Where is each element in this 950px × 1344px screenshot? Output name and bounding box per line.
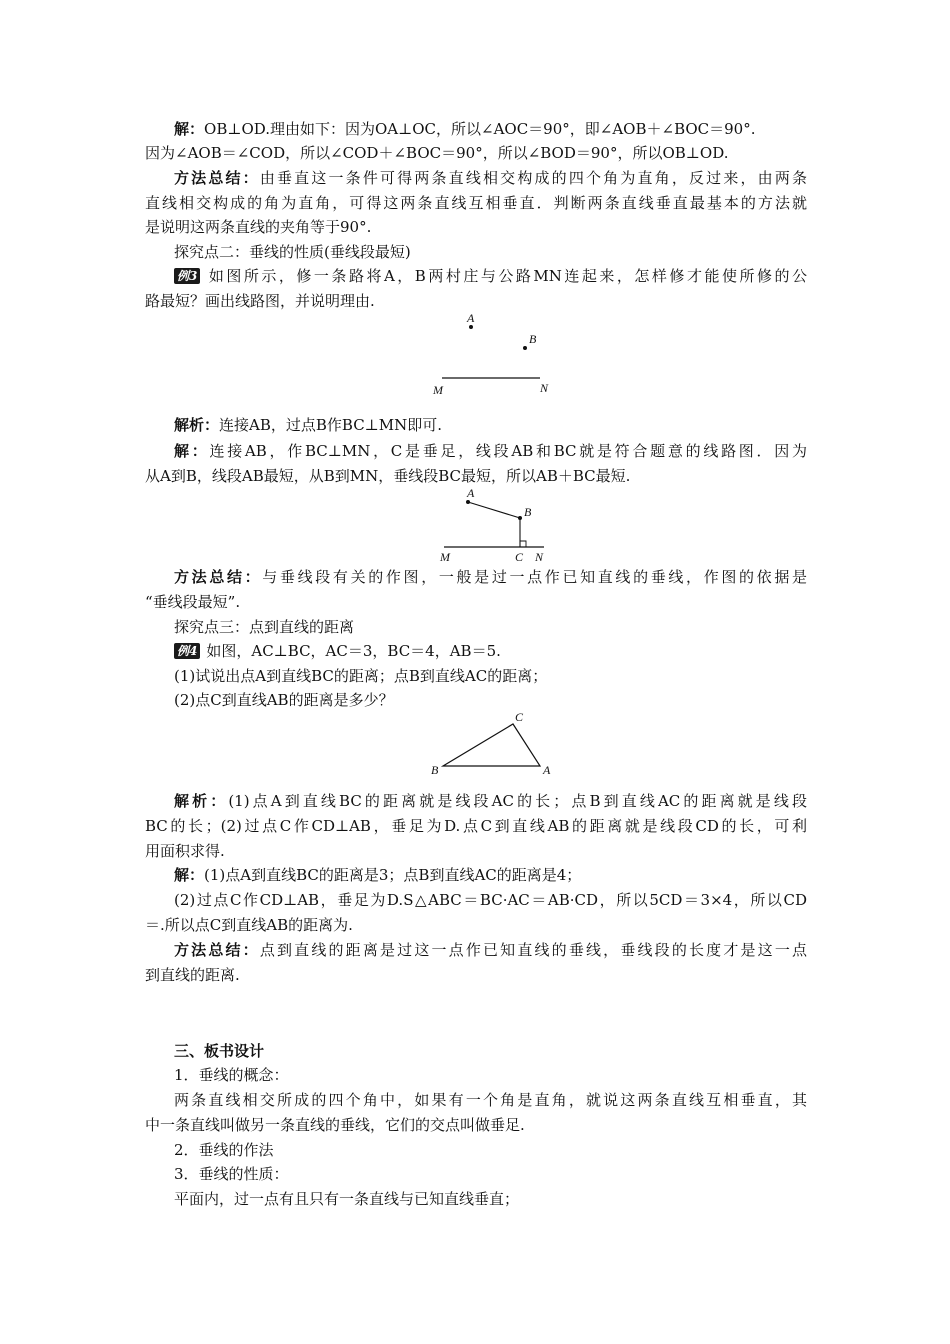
label-a: A xyxy=(543,763,551,777)
segment-ab xyxy=(468,502,520,518)
label-n: N xyxy=(540,381,549,395)
example4-analysis-line1: 解析：(1)点A到直线BC的距离就是线段AC的长；点B到直线AC的距离就是线段 xyxy=(174,792,807,810)
example2-solution-line2: 因为∠AOB＝∠COD，所以∠COD＋∠BOC＝90°，所以∠BOD＝90°，所以OB⊥OD. xyxy=(145,144,729,162)
example2-summary-line3: 是说明这两条直线的夹角等于90°. xyxy=(145,218,372,236)
example2-summary-line2: 直线相交构成的角为直角，可得这两条直线互相垂直．判断两条直线垂直最基本的方法就 xyxy=(145,194,807,212)
label-b: B xyxy=(529,332,537,346)
point-a xyxy=(469,325,473,329)
example3-summary-line2: “垂线段最短”. xyxy=(145,593,241,611)
example4-summary-line2: 到直线的距离. xyxy=(145,966,240,984)
label-n: N xyxy=(535,550,544,564)
example4-analysis-line2: BC的长；(2)过点C作CD⊥AB，垂足为D.点C到直线AB的距离就是线段CD的长，可利 xyxy=(145,817,807,835)
section3-title: 探究点三：点到直线的距离 xyxy=(174,618,355,636)
label-a: A xyxy=(467,311,475,325)
right-angle-mark xyxy=(520,541,526,547)
label-m: M xyxy=(440,550,450,564)
example3-problem-line1: 例3 如图所示，修一条路将A，B两村庄与公路MN连起来，怎样修才能使所修的公 xyxy=(174,265,807,287)
example2-summary-line1: 方法总结：由垂直这一条件可得两条直线相交构成的四个角为直角，反过来，由两条 xyxy=(174,169,807,187)
example4-solution-line2: (2)过点C作CD⊥AB，垂足为D.S△ABC＝BC·AC＝AB·CD，所以5CD＝3×4，所以CD xyxy=(174,891,807,909)
example4-question1: (1)试说出点A到直线BC的距离；点B到直线AC的距离； xyxy=(174,667,548,685)
point-b xyxy=(523,346,527,350)
board-title: 三、板书设计 xyxy=(174,1042,265,1060)
example4-solution-line3: ＝.所以点C到直线AB的距离为. xyxy=(145,916,353,934)
example4-question2: (2)点C到直线AB的距离是多少？ xyxy=(174,691,394,709)
figure-shortest-route xyxy=(432,486,557,566)
board-item3-text1: 平面内，过一点有且只有一条直线与已知直线垂直； xyxy=(174,1190,520,1208)
example4-badge: 例4 xyxy=(174,643,200,659)
triangle-abc xyxy=(443,724,540,766)
figure-villages-road xyxy=(420,308,560,400)
board-item3: 3．垂线的性质： xyxy=(174,1165,289,1183)
label-b: B xyxy=(524,505,532,519)
label-b: B xyxy=(431,763,439,777)
figure-triangle-abc xyxy=(425,706,560,780)
label-a: A xyxy=(467,486,475,500)
example4-analysis-line3: 用面积求得. xyxy=(145,842,225,860)
label-m: M xyxy=(433,383,443,397)
label-c: C xyxy=(515,550,524,564)
label-c: C xyxy=(515,710,524,724)
example3-badge: 例3 xyxy=(174,268,200,284)
example4-solution-line1: 解：(1)点A到直线BC的距离是3；点B到直线AC的距离是4； xyxy=(174,866,582,884)
example3-problem-line2: 路最短？画出线路图，并说明理由. xyxy=(145,292,375,310)
example3-analysis: 解析：连接AB，过点B作BC⊥MN即可. xyxy=(174,416,443,434)
example4-problem: 例4 如图，AC⊥BC，AC＝3，BC＝4，AB＝5. xyxy=(174,640,807,662)
example4-summary-line1: 方法总结：点到直线的距离是过这一点作已知直线的垂线，垂线段的长度才是这一点 xyxy=(174,941,807,959)
board-item1: 1．垂线的概念： xyxy=(174,1066,289,1084)
example3-solution-line1: 解：连接AB，作BC⊥MN，C是垂足，线段AB和BC就是符合题意的线路图．因为 xyxy=(174,442,807,460)
board-item1-text1: 两条直线相交所成的四个角中，如果有一个角是直角，就说这两条直线互相垂直，其 xyxy=(174,1091,807,1109)
board-item1-text2: 中一条直线叫做另一条直线的垂线，它们的交点叫做垂足. xyxy=(145,1116,525,1134)
example3-summary-line1: 方法总结：与垂线段有关的作图，一般是过一点作已知直线的垂线，作图的依据是 xyxy=(174,568,807,586)
example3-solution-line2: 从A到B，线段AB最短，从B到MN，垂线段BC最短，所以AB＋BC最短. xyxy=(145,467,631,485)
board-item2: 2．垂线的作法 xyxy=(174,1141,274,1159)
section2-title: 探究点二：垂线的性质(垂线段最短) xyxy=(174,243,411,261)
example2-solution-line1: 解：OB⊥OD.理由如下：因为OA⊥OC，所以∠AOC＝90°，即∠AOB＋∠BOC＝90°. xyxy=(174,120,756,138)
